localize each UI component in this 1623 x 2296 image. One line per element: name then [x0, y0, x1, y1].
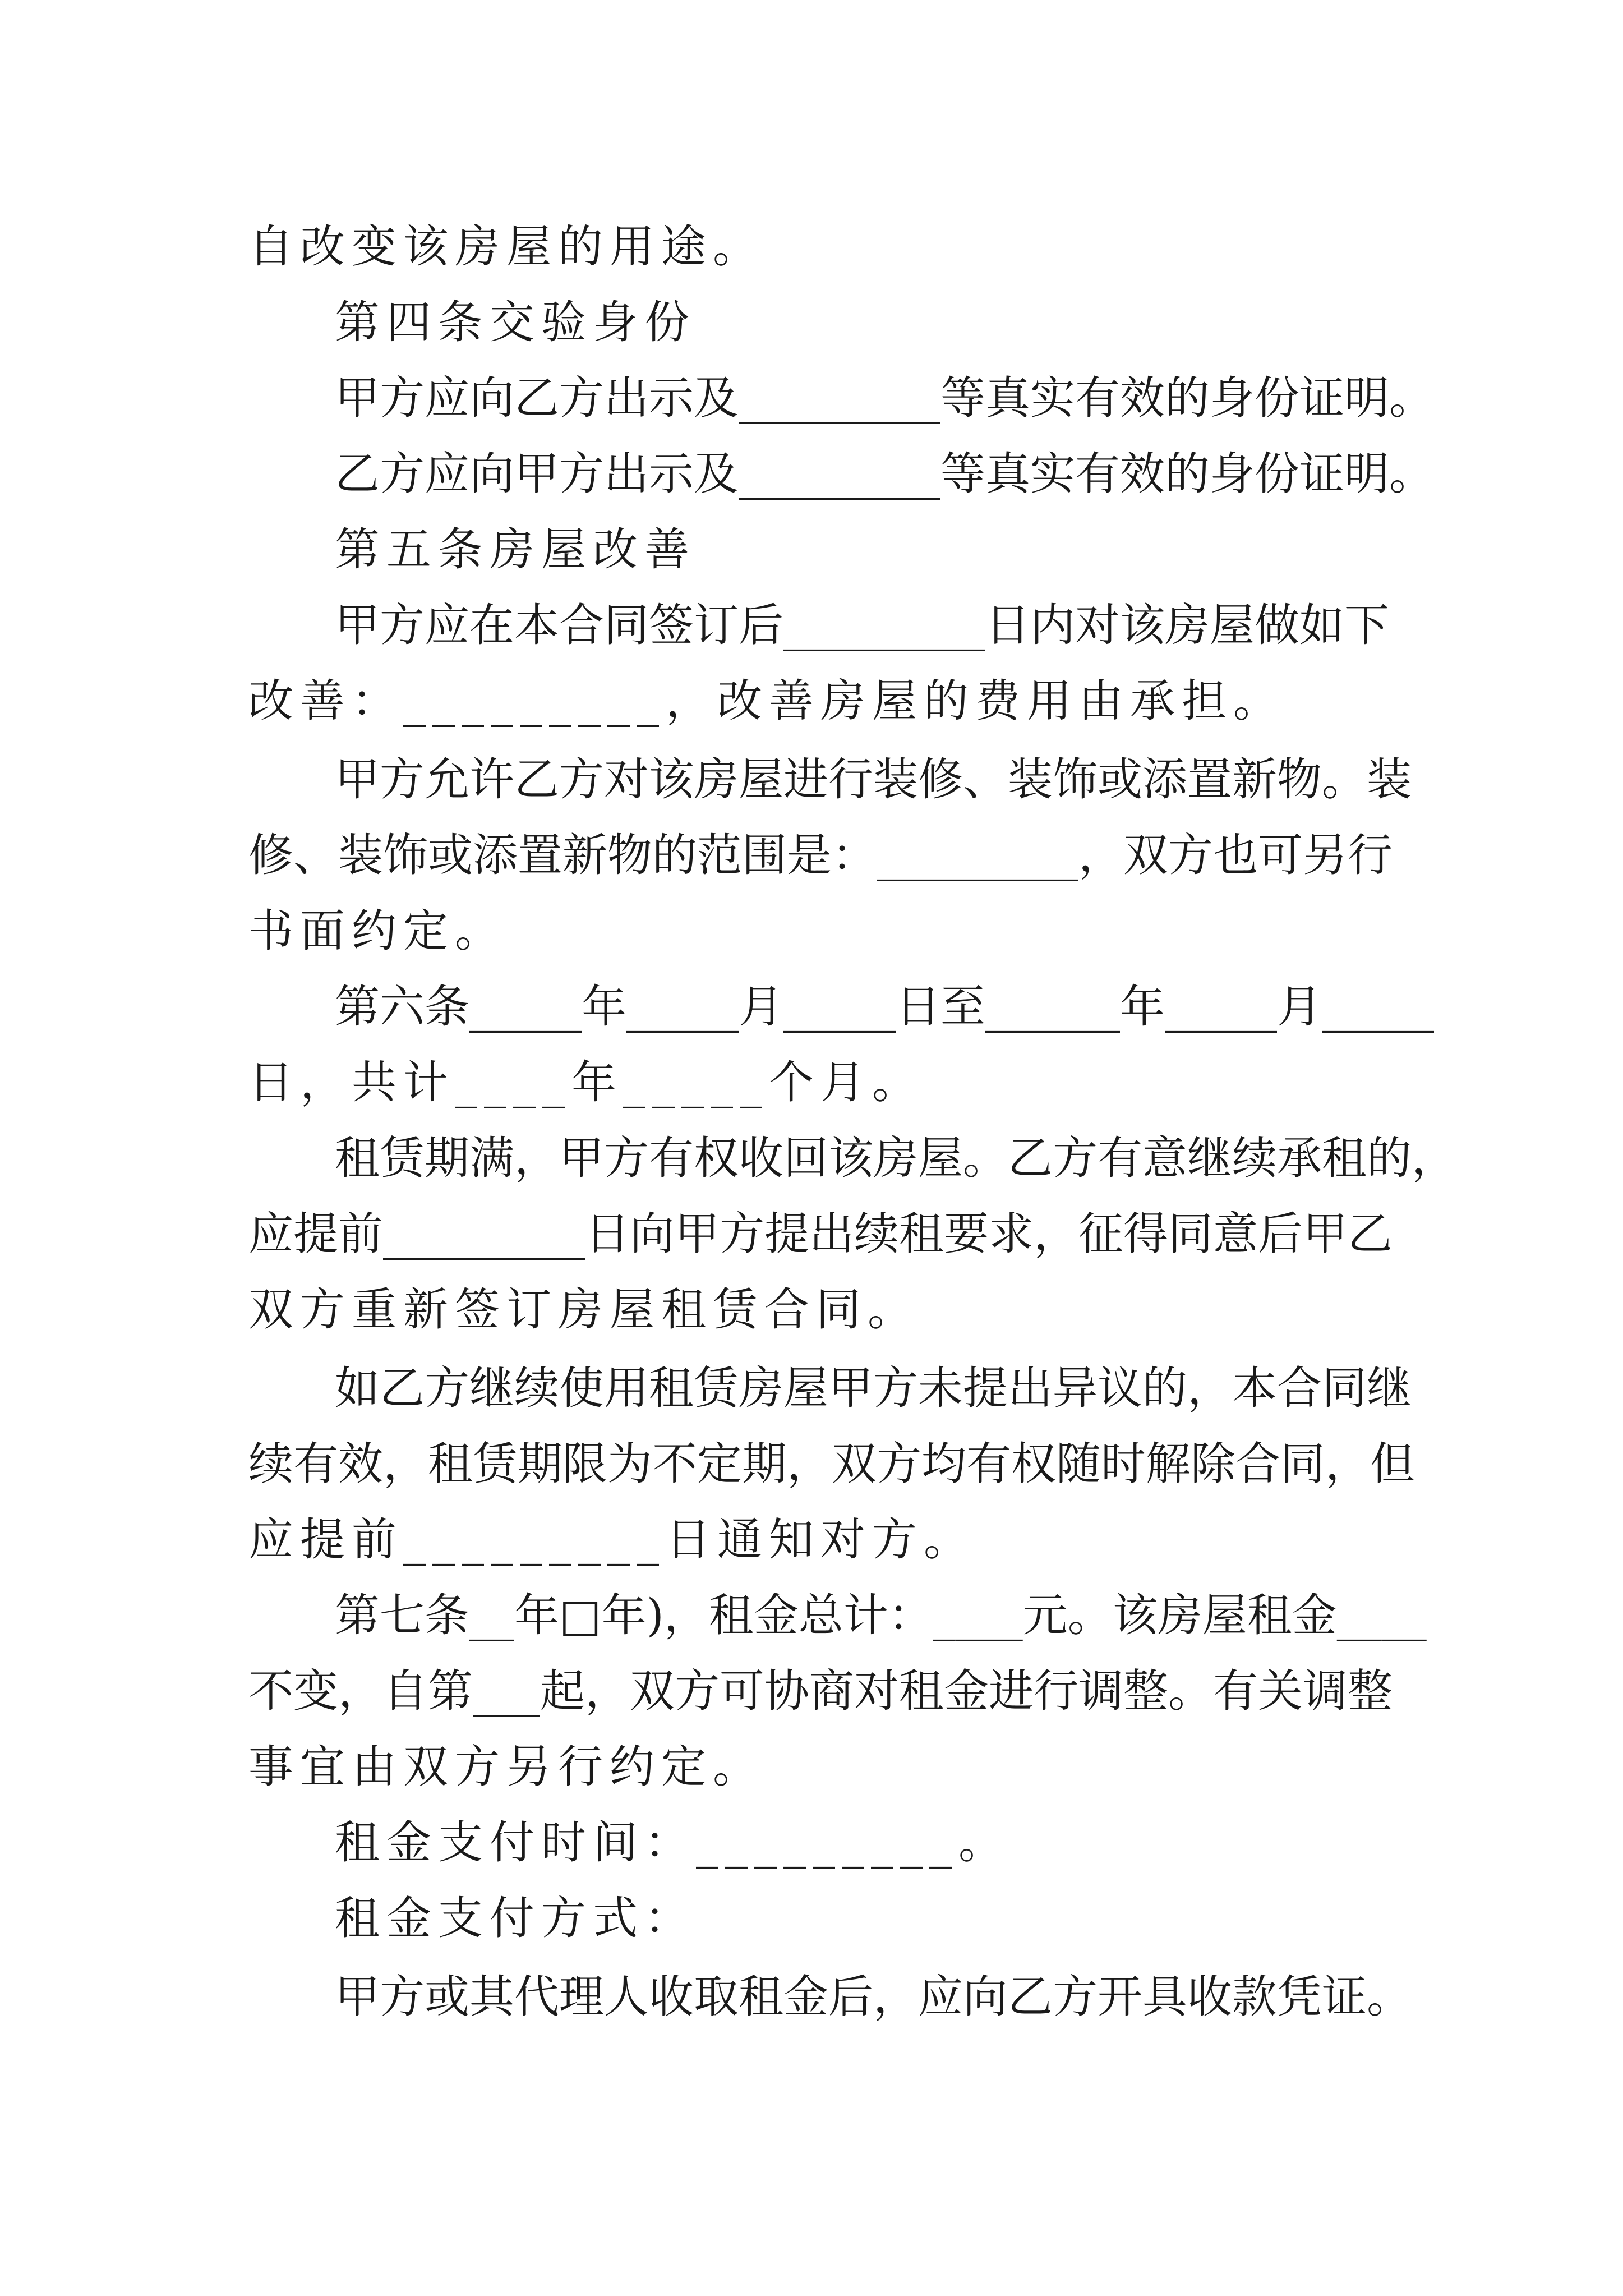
text-line: 如乙方继续使用租赁房屋甲方未提出异议的，本合同继	[335, 1362, 1412, 1414]
text-line: 租金支付方式：	[335, 1892, 696, 1944]
text-line: 改善：_________，改善房屋的费用由承担。	[248, 675, 1285, 727]
text-line: 乙方应向甲方出示及_________等真实有效的身份证明。	[335, 448, 1434, 500]
text-line: 应提前_________日通知对方。	[248, 1513, 975, 1566]
text-line: 日，共计____年_____个月。	[248, 1056, 924, 1108]
text-line: 事宜由双方另行约定。	[248, 1741, 764, 1793]
section-heading: 第四条交验身份	[335, 296, 696, 348]
text-line: 应提前_________日向甲方提出续租要求，征得同意后甲乙	[248, 1208, 1393, 1260]
text-line: 甲方应向乙方出示及_________等真实有效的身份证明。	[335, 372, 1434, 424]
text-line: 书面约定。	[248, 905, 506, 957]
text-line: 不变，自第___起，双方可协商对租金进行调整。有关调整	[248, 1665, 1393, 1717]
text-line: 自改变该房屋的用途。	[248, 220, 764, 273]
text-line: 修、装饰或添置新物的范围是：_________，双方也可另行	[248, 829, 1393, 881]
text-line: 租金支付时间：_________。	[335, 1816, 1010, 1869]
text-line: 甲方应在本合同签订后_________日内对该房屋做如下	[335, 599, 1389, 651]
section-heading: 第五条房屋改善	[335, 523, 696, 576]
text-line: 第六条_____年_____月_____日至______年_____月_____	[335, 981, 1434, 1033]
text-line: 甲方或其代理人收取租金后，应向乙方开具收款凭证。	[335, 1971, 1412, 2023]
text-line: 续有效，租赁期限为不定期，双方均有权随时解除合同，但	[248, 1438, 1415, 1490]
text-line: 甲方允许乙方对该房屋进行装修、装饰或添置新物。装	[335, 753, 1412, 806]
text-line: 双方重新签订房屋租赁合同。	[248, 1283, 919, 1336]
text-line: 租赁期满，甲方有权收回该房屋。乙方有意继续承租的，	[335, 1132, 1456, 1184]
text-line: 第七条__年□年)，租金总计：____元。该房屋租金____	[335, 1589, 1427, 1641]
